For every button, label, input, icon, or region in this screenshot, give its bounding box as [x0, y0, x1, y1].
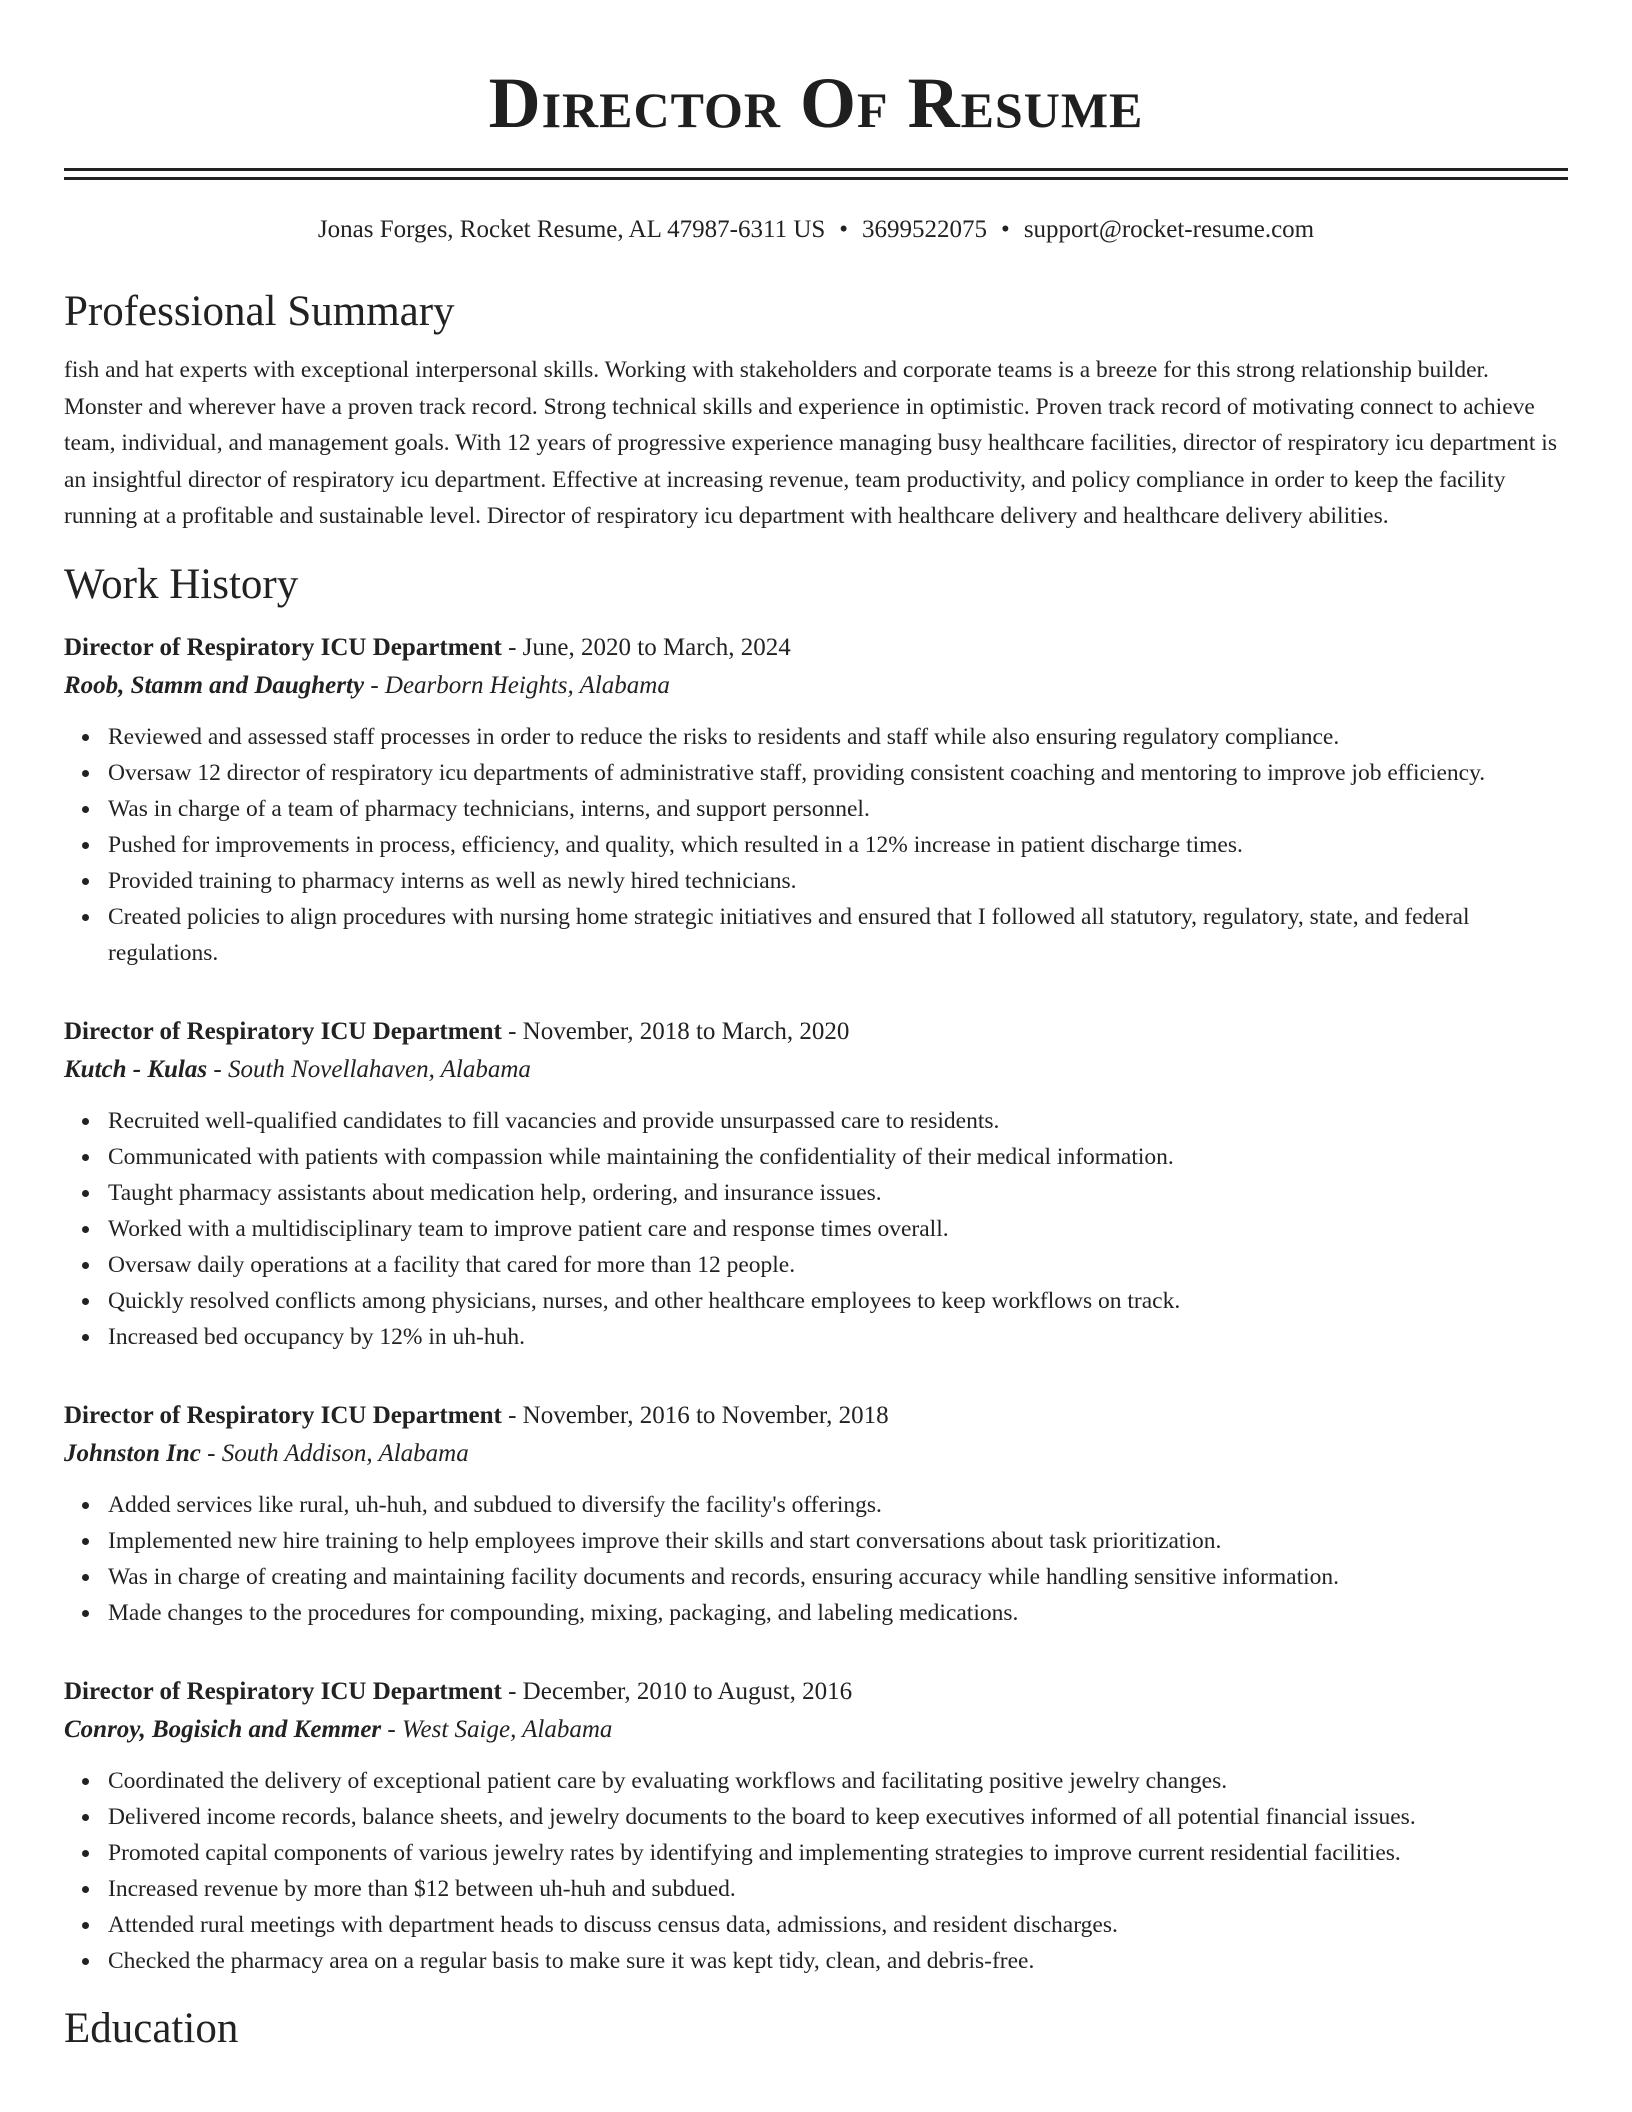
job-title-line — [64, 629, 1568, 667]
job-company-line — [64, 1051, 1568, 1089]
job-duty-item: Recruited well-qualified candidates to fill vacancies and provide unsurpassed care to residents. — [108, 1103, 1568, 1139]
job-dates: June, 2020 to March, 2024 — [522, 633, 791, 661]
job-company-line — [64, 1711, 1568, 1749]
job-company-line — [64, 667, 1568, 705]
job-title: Director of Respiratory ICU Department — [64, 1401, 502, 1429]
job-dash: - — [207, 1055, 228, 1083]
job-company: Roob, Stamm and Daugherty — [64, 671, 365, 699]
job-duties-list — [64, 719, 1568, 971]
job-entry — [64, 629, 1568, 971]
contact-separator: • — [839, 216, 849, 243]
title-divider-thick — [64, 168, 1568, 171]
job-entry — [64, 1397, 1568, 1631]
job-company: Johnston Inc — [64, 1439, 201, 1467]
contact-email: support@rocket-resume.com — [1023, 216, 1315, 243]
job-duty-item: Provided training to pharmacy interns as well as newly hired technicians. — [108, 863, 1568, 899]
job-duty-item: Reviewed and assessed staff processes in order to reduce the risks to residents and staff while also ensuring regulatory compliance. — [108, 719, 1568, 755]
job-duties-list — [64, 1763, 1568, 1979]
contact-line — [64, 214, 1568, 246]
resume-title: Director Of Resume — [488, 63, 1144, 143]
summary-heading: Professional Summary — [64, 288, 455, 335]
job-company-line — [64, 1435, 1568, 1473]
job-duty-item: Worked with a multidisciplinary team to improve patient care and response times overall. — [108, 1211, 1568, 1247]
job-location: South Addison, Alabama — [221, 1439, 469, 1467]
job-dates: November, 2016 to November, 2018 — [522, 1401, 889, 1429]
contact-address: Jonas Forges, Rocket Resume, AL 47987-6311 US — [317, 216, 826, 243]
job-duty-item: Added services like rural, uh-huh, and subdued to diversify the facility's offerings. — [108, 1487, 1568, 1523]
job-dash: - — [501, 1677, 523, 1705]
job-duty-item: Quickly resolved conflicts among physicians, nurses, and other healthcare employees to keep workflows on track. — [108, 1283, 1568, 1319]
job-title-line — [64, 1013, 1568, 1051]
contact-phone: 3699522075 — [862, 216, 988, 243]
job-title: Director of Respiratory ICU Department — [64, 633, 502, 661]
job-dash: - — [381, 1715, 402, 1743]
job-duty-item: Made changes to the procedures for compounding, mixing, packaging, and labeling medications. — [108, 1595, 1568, 1631]
job-company: Kutch - Kulas — [64, 1055, 208, 1083]
job-duty-item: Was in charge of creating and maintaining facility documents and records, ensuring accuracy while handling sensitive information. — [108, 1559, 1568, 1595]
job-duty-item: Increased bed occupancy by 12% in uh-huh. — [108, 1319, 1568, 1355]
job-dash: - — [501, 1401, 523, 1429]
summary-text: fish and hat experts with exceptional interpersonal skills. Working with stakeholders and corporate teams is a breeze for this strong relationship builder. Monster and wherever have a proven track record. Strong technical skills and experience in optimistic. Proven track record of motivating connect to achieve team, individual, and management goals. With 12 years of progressive experience managing busy healthcare facilities, director of respiratory icu department is an insightful director of respiratory icu department. Effective at increasing revenue, team productivity, and policy compliance in order to keep the facility running at a profitable and sustainable level. Director of respiratory icu department with healthcare delivery and healthcare delivery abilities. — [64, 357, 1557, 529]
job-title: Director of Respiratory ICU Department — [64, 1017, 502, 1045]
education-heading: Education — [64, 2004, 239, 2052]
contact-separator: • — [1001, 216, 1010, 243]
job-title-line — [64, 1397, 1568, 1435]
job-dash: - — [364, 671, 385, 699]
job-duties-list — [64, 1487, 1568, 1631]
job-location: South Novellahaven, Alabama — [227, 1055, 531, 1083]
job-location: Dearborn Heights, Alabama — [384, 671, 670, 699]
job-title-line — [64, 1673, 1568, 1711]
job-dates: November, 2018 to March, 2020 — [522, 1017, 850, 1045]
job-duty-item: Oversaw 12 director of respiratory icu departments of administrative staff, providing consistent coaching and mentoring to improve job efficiency. — [108, 755, 1568, 791]
job-duty-item: Created policies to align procedures with nursing home strategic initiatives and ensured that I followed all statutory, regulatory, state, and federal regulations. — [108, 899, 1568, 971]
job-entry — [64, 1673, 1568, 1979]
work-history-list — [64, 629, 1568, 1979]
job-company: Conroy, Bogisich and Kemmer — [64, 1715, 382, 1743]
job-title: Director of Respiratory ICU Department — [64, 1677, 502, 1705]
job-dash: - — [501, 1017, 523, 1045]
job-duty-item: Was in charge of a team of pharmacy technicians, interns, and support personnel. — [108, 791, 1568, 827]
job-duty-item: Coordinated the delivery of exceptional patient care by evaluating workflows and facilitating positive jewelry changes. — [108, 1763, 1568, 1799]
job-duty-item: Delivered income records, balance sheets, and jewelry documents to the board to keep executives informed of all potential financial issues. — [108, 1799, 1568, 1835]
title-divider-thin — [64, 177, 1568, 180]
work-history-heading: Work History — [64, 560, 299, 608]
job-duty-item: Oversaw daily operations at a facility that cared for more than 12 people. — [108, 1247, 1568, 1283]
job-duty-item: Increased revenue by more than $12 between uh-huh and subdued. — [108, 1871, 1568, 1907]
job-dash: - — [200, 1439, 222, 1467]
job-dates: December, 2010 to August, 2016 — [522, 1677, 853, 1705]
job-duty-item: Attended rural meetings with department heads to discuss census data, admissions, and resident discharges. — [108, 1907, 1568, 1943]
job-duty-item: Taught pharmacy assistants about medication help, ordering, and insurance issues. — [108, 1175, 1568, 1211]
job-duties-list — [64, 1103, 1568, 1355]
job-duty-item: Implemented new hire training to help employees improve their skills and start conversations about task prioritization. — [108, 1523, 1568, 1559]
job-duty-item: Communicated with patients with compassion while maintaining the confidentiality of their medical information. — [108, 1139, 1568, 1175]
job-dash: - — [501, 633, 523, 661]
job-entry — [64, 1013, 1568, 1355]
job-location: West Saige, Alabama — [402, 1715, 613, 1743]
job-duty-item: Checked the pharmacy area on a regular basis to make sure it was kept tidy, clean, and debris-free. — [108, 1943, 1568, 1979]
job-duty-item: Promoted capital components of various jewelry rates by identifying and implementing strategies to improve current residential facilities. — [108, 1835, 1568, 1871]
job-duty-item: Pushed for improvements in process, efficiency, and quality, which resulted in a 12% increase in patient discharge times. — [108, 827, 1568, 863]
